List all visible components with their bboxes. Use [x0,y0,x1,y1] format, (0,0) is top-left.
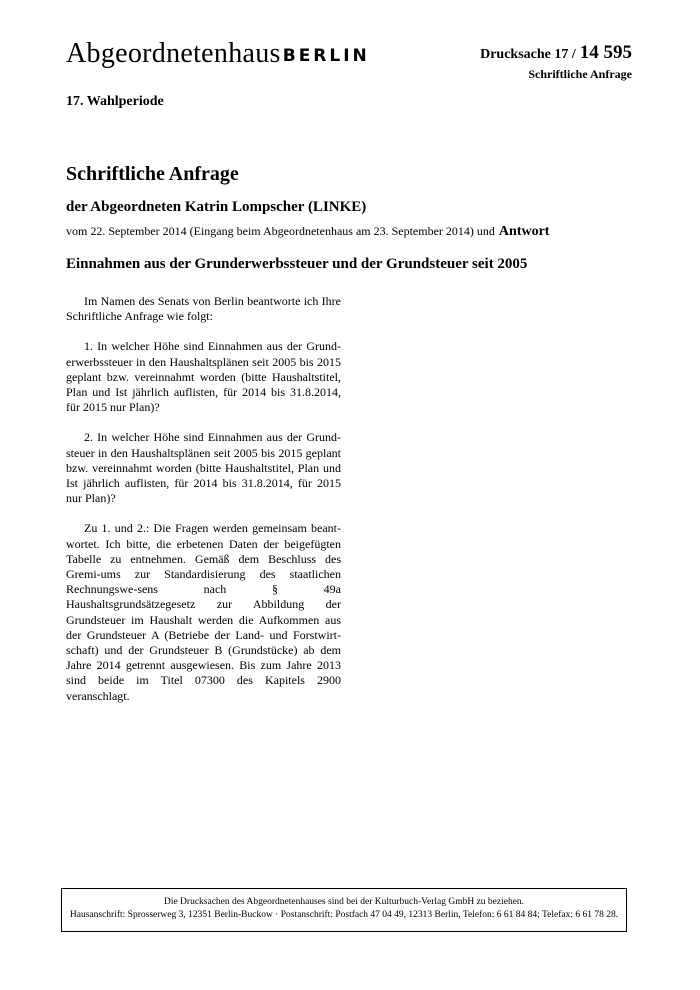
document-type: Schriftliche Anfrage [528,67,632,81]
brand-name: Abgeordnetenhaus [66,38,281,69]
legislative-period: 17. Wahlperiode [66,94,164,109]
footer-line-1: Die Drucksachen des Abgeordnetenhauses sind bei der Kulturbuch-Verlag GmbH zu beziehen. [163,897,525,907]
drucksache-number [480,42,632,64]
drucksache-value: 14 595 [579,42,632,63]
footer-line-2: Hausanschrift: Sprosserweg 3, 12351 Berlin-Buckow · Postanschrift: Postfach 47 04 49, 12313 Berlin, Telefon: 6 61 84 84; Telefax: 6 61 78 28. [69,910,619,920]
question-2: 2. In welcher Höhe sind Einnahmen aus der Grund-steuer in den Haushaltsplänen seit 2005 bis 2015 geplant bzw. vereinnahmt worden (bitte Haushaltstitel, Plan und Ist jährlich auflisten, für 2014 bis 31.8.2014, für 2015 nur Plan)? [66,430,341,506]
date-text: vom 22. September 2014 (Eingang beim Abgeordnetenhaus am 23. September 2014) und [66,224,495,238]
brand-city: BERLIN [282,46,370,66]
question-1: 1. In welcher Höhe sind Einnahmen aus der Grund-erwerbssteuer in den Haushaltsplänen seit 2005 bis 2015 geplant bzw. vereinnahmt worden (bitte Haushaltstitel, Plan und Ist jährlich auflisten, für 2014 bis 31.8.2014, für 2015 nur Plan)? [66,339,341,415]
answer-paragraph: Zu 1. und 2.: Die Fragen werden gemeinsam beant-wortet. Ich bitte, die erbetenen Daten der beigefügten Tabelle zu entnehmen. Gemäß dem Beschluss des Gremi-ums zur Standardisierung des staatlichen Rechnungswe-sens nach § 49a Haushaltsgrundsätzegesetz zur Abbildung der Grundsteuer im Haushalt werden die Aufkommen aus der Grundsteuer A (Betriebe der Land- und Forstwirt-schaft) und der Grundsteuer B (Grundstücke) ab dem Jahre 2014 getrennt ausgewiesen. Bis zum Jahre 2013 sind beide im Titel 07300 des Kapitels 2900 veranschlagt. [66,521,341,703]
date-line [66,224,549,240]
brand-logo [66,38,370,70]
body-text [66,294,341,719]
answer-label: Antwort [498,224,550,239]
drucksache-label: Drucksache 17 / [480,47,576,62]
footer-box [61,888,627,932]
page-title: Schriftliche Anfrage [66,163,239,185]
intro-paragraph: Im Namen des Senats von Berlin beantworte ich Ihre Schriftliche Anfrage wie folgt: [66,294,341,324]
subject-heading: Einnahmen aus der Grunderwerbssteuer und der Grundsteuer seit 2005 [66,256,528,272]
author-line: der Abgeordneten Katrin Lompscher (LINKE) [66,199,367,215]
